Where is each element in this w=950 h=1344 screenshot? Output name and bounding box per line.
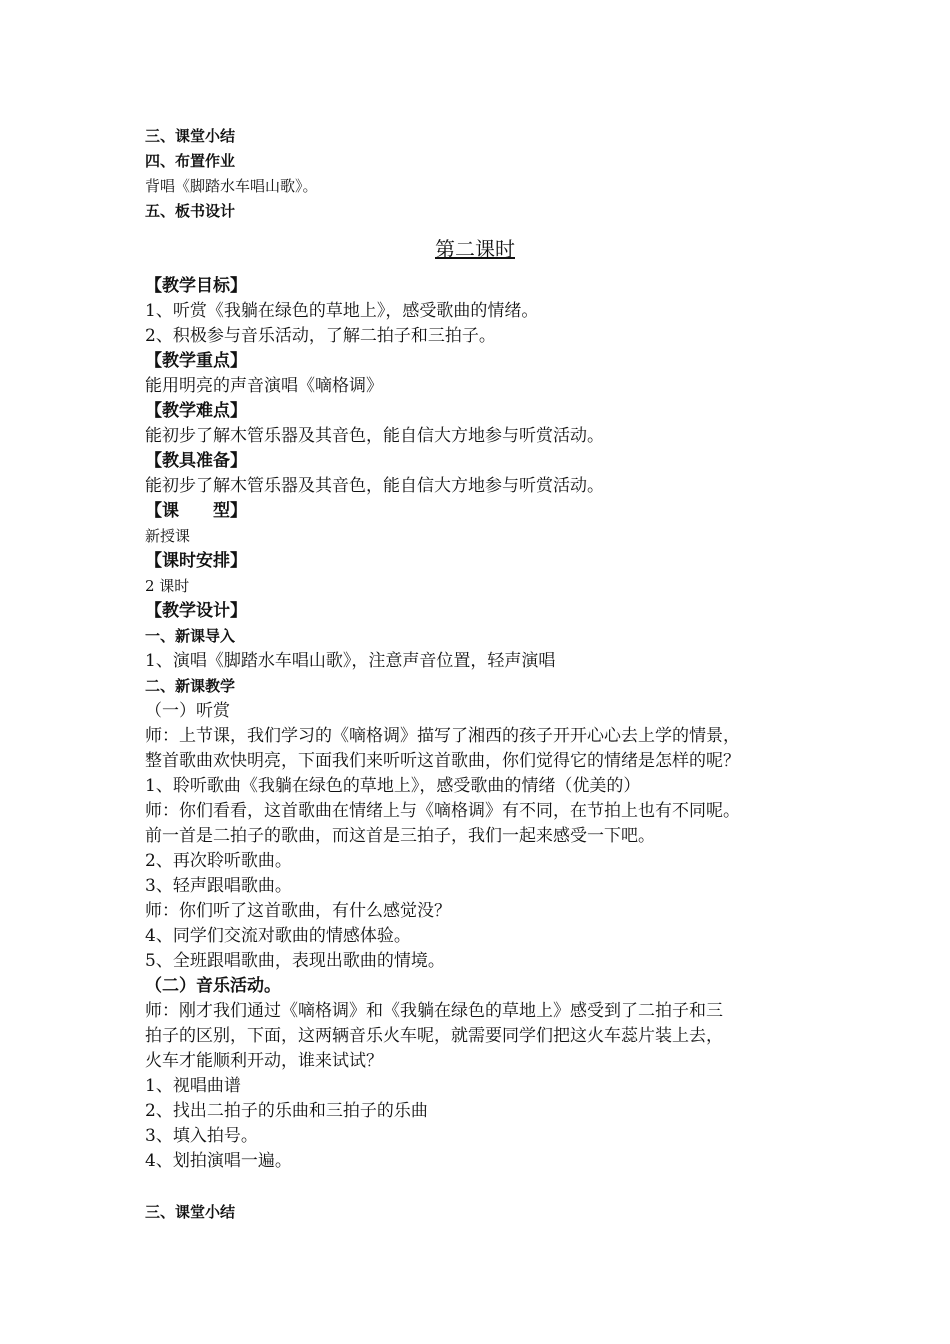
summary-heading: 三、课堂小结 — [145, 127, 236, 145]
homework-heading: 四、布置作业 — [145, 152, 236, 170]
step-item: 5、全班跟唱歌曲，表现出歌曲的情境。 — [145, 951, 445, 971]
activity-item: 2、找出二拍子的乐曲和三拍子的乐曲 — [145, 1101, 428, 1121]
key-points-text: 能用明亮的声音演唱《嘀格调》 — [145, 376, 383, 396]
activity-item: 4、划拍演唱一遍。 — [145, 1151, 292, 1171]
paragraph-line: 火车才能顺利开动，谁来试试？ — [145, 1051, 383, 1071]
lesson-type-text: 新授课 — [145, 527, 191, 545]
difficulties-heading: 【教学难点】 — [145, 401, 247, 421]
schedule-text: 2 课时 — [145, 577, 190, 595]
paragraph-line: 前一首是二拍子的歌曲，而这首是三拍子，我们一起来感受一下吧。 — [145, 826, 655, 846]
objective-item: 2、积极参与音乐活动，了解二拍子和三拍子。 — [145, 326, 496, 346]
subsection-listening: （一）听赏 — [145, 701, 230, 721]
intro-item: 1、演唱《脚踏水车唱山歌》，注意声音位置，轻声演唱 — [145, 651, 556, 671]
paragraph-line: 师：刚才我们通过《嘀格调》和《我躺在绿色的草地上》感受到了二拍子和三 — [145, 1001, 723, 1021]
homework-text: 背唱《脚踏水车唱山歌》。 — [145, 177, 318, 195]
objectives-heading: 【教学目标】 — [145, 276, 247, 296]
lesson-title: 第二课时 — [435, 237, 515, 261]
activity-item: 1、视唱曲谱 — [145, 1076, 241, 1096]
board-design-heading: 五、板书设计 — [145, 202, 236, 220]
spacer — [145, 1174, 835, 1196]
step-item: 1、聆听歌曲《我躺在绿色的草地上》，感受歌曲的情绪（优美的） — [145, 776, 641, 796]
paragraph-line: 拍子的区别，下面，这两辆音乐火车呢，就需要同学们把这火车蕊片装上去， — [145, 1026, 723, 1046]
intro-heading: 一、新课导入 — [145, 627, 236, 645]
activity-item: 3、填入拍号。 — [145, 1126, 258, 1146]
new-lesson-heading: 二、新课教学 — [145, 677, 236, 695]
paragraph-line: 师：你们看看，这首歌曲在情绪上与《嘀格调》有不同，在节拍上也有不同呢。 — [145, 801, 740, 821]
difficulties-text: 能初步了解木管乐器及其音色，能自信大方地参与听赏活动。 — [145, 426, 604, 446]
step-item: 4、同学们交流对歌曲的情感体验。 — [145, 926, 411, 946]
key-points-heading: 【教学重点】 — [145, 351, 247, 371]
lesson-type-heading: 【课 型】 — [145, 501, 247, 521]
paragraph-line: 师：上节课，我们学习的《嘀格调》描写了湘西的孩子开开心心去上学的情景， — [145, 726, 740, 746]
objective-item: 1、听赏《我躺在绿色的草地上》，感受歌曲的情绪。 — [145, 301, 539, 321]
closing-summary-heading: 三、课堂小结 — [145, 1203, 236, 1221]
step-item: 2、再次聆听歌曲。 — [145, 851, 292, 871]
subsection-activity: （二）音乐活动。 — [145, 976, 281, 996]
schedule-heading: 【课时安排】 — [145, 551, 247, 571]
materials-text: 能初步了解木管乐器及其音色，能自信大方地参与听赏活动。 — [145, 476, 604, 496]
teacher-question: 师：你们听了这首歌曲，有什么感觉没？ — [145, 901, 451, 921]
design-heading: 【教学设计】 — [145, 601, 247, 621]
step-item: 3、轻声跟唱歌曲。 — [145, 876, 292, 896]
paragraph-line: 整首歌曲欢快明亮，下面我们来听听这首歌曲，你们觉得它的情绪是怎样的呢？ — [145, 751, 740, 771]
document-page — [145, 124, 835, 1225]
materials-heading: 【教具准备】 — [145, 451, 247, 471]
